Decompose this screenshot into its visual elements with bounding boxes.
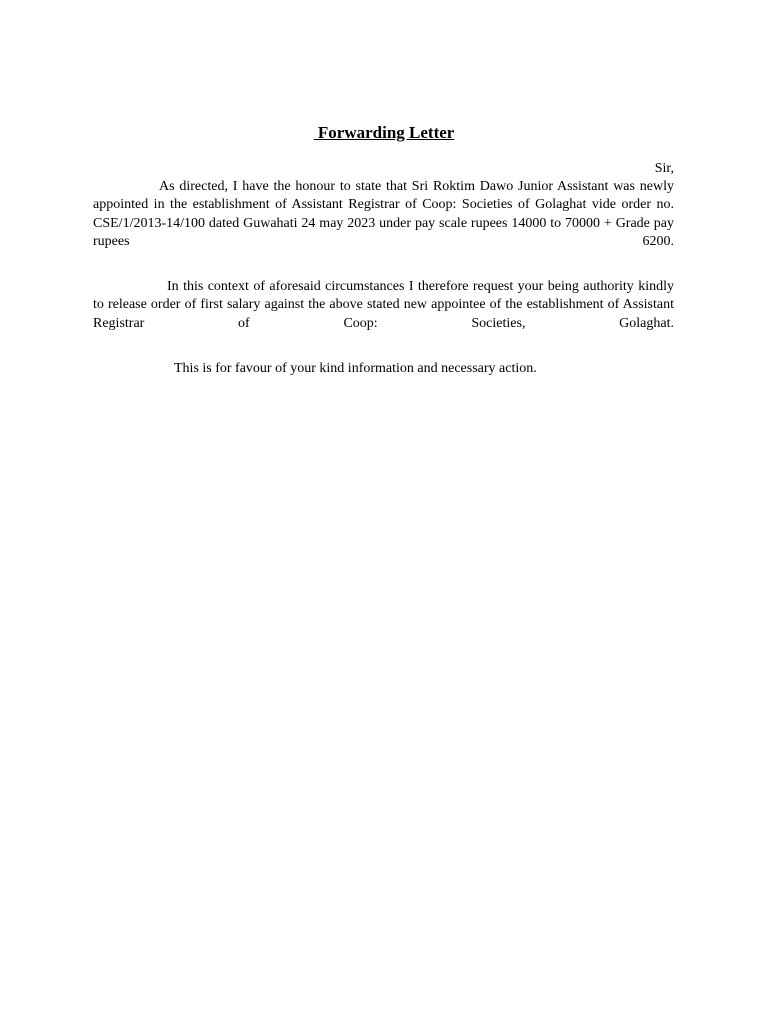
letter-title (0, 122, 768, 144)
salutation: Sir, (654, 161, 674, 176)
paragraph-request: In this context of aforesaid circumstances I therefore request your being authority kindly to release order of first salary against the above stated new appointee of the establishment of Assistant Registrar of Coop: Societies, Golaghat. (93, 279, 674, 331)
paragraph-closing: This is for favour of your kind information and necessary action. (174, 361, 537, 376)
paragraph-appointment: As directed, I have the honour to state that Sri Roktim Dawo Junior Assistant was newly appointed in the establishment of Assistant Registrar of Coop: Societies of Golaghat vide order no. CSE/1/2013-14/100 dated Guwahati 24 may 2023 under pay scale rupees 14000 to 70000 + Grade pay rupees 6200. (93, 179, 674, 249)
letter-title-text: Forwarding Letter (313, 123, 455, 142)
